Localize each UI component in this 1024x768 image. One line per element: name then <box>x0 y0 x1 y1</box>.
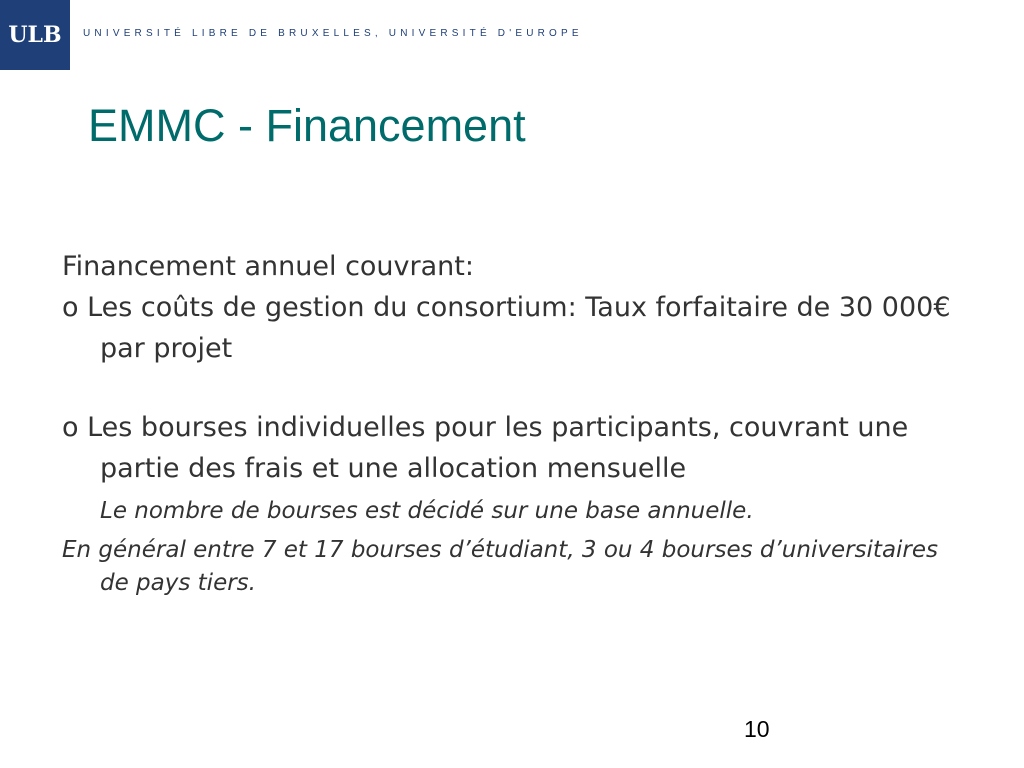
bullet-management-costs: o Les coûts de gestion du consortium: Taux forfaitaire de 30 000€ par projet <box>62 292 951 364</box>
university-name: UNIVERSITÉ LIBRE DE BRUXELLES, UNIVERSITÉ D'EUROPE <box>83 28 583 39</box>
ulb-logo <box>0 0 70 70</box>
page-number: 10 <box>744 716 770 742</box>
logo-text: ULB <box>8 22 62 48</box>
spacer <box>62 369 962 407</box>
note-scholarship-count: En général entre 7 et 17 bourses d’étudiant, 3 ou 4 bourses d’universitaires de pays tiers. <box>62 537 939 596</box>
intro-text: Financement annuel couvrant: <box>62 251 474 282</box>
slide-title: EMMC - Financement <box>88 100 526 151</box>
slide-body <box>62 246 962 600</box>
bullet-individual-scholarships: o Les bourses individuelles pour les participants, couvrant une partie des frais et une allocation mensuelle <box>62 412 909 484</box>
note-annual-decision: Le nombre de bourses est décidé sur une base annuelle. <box>100 498 754 524</box>
